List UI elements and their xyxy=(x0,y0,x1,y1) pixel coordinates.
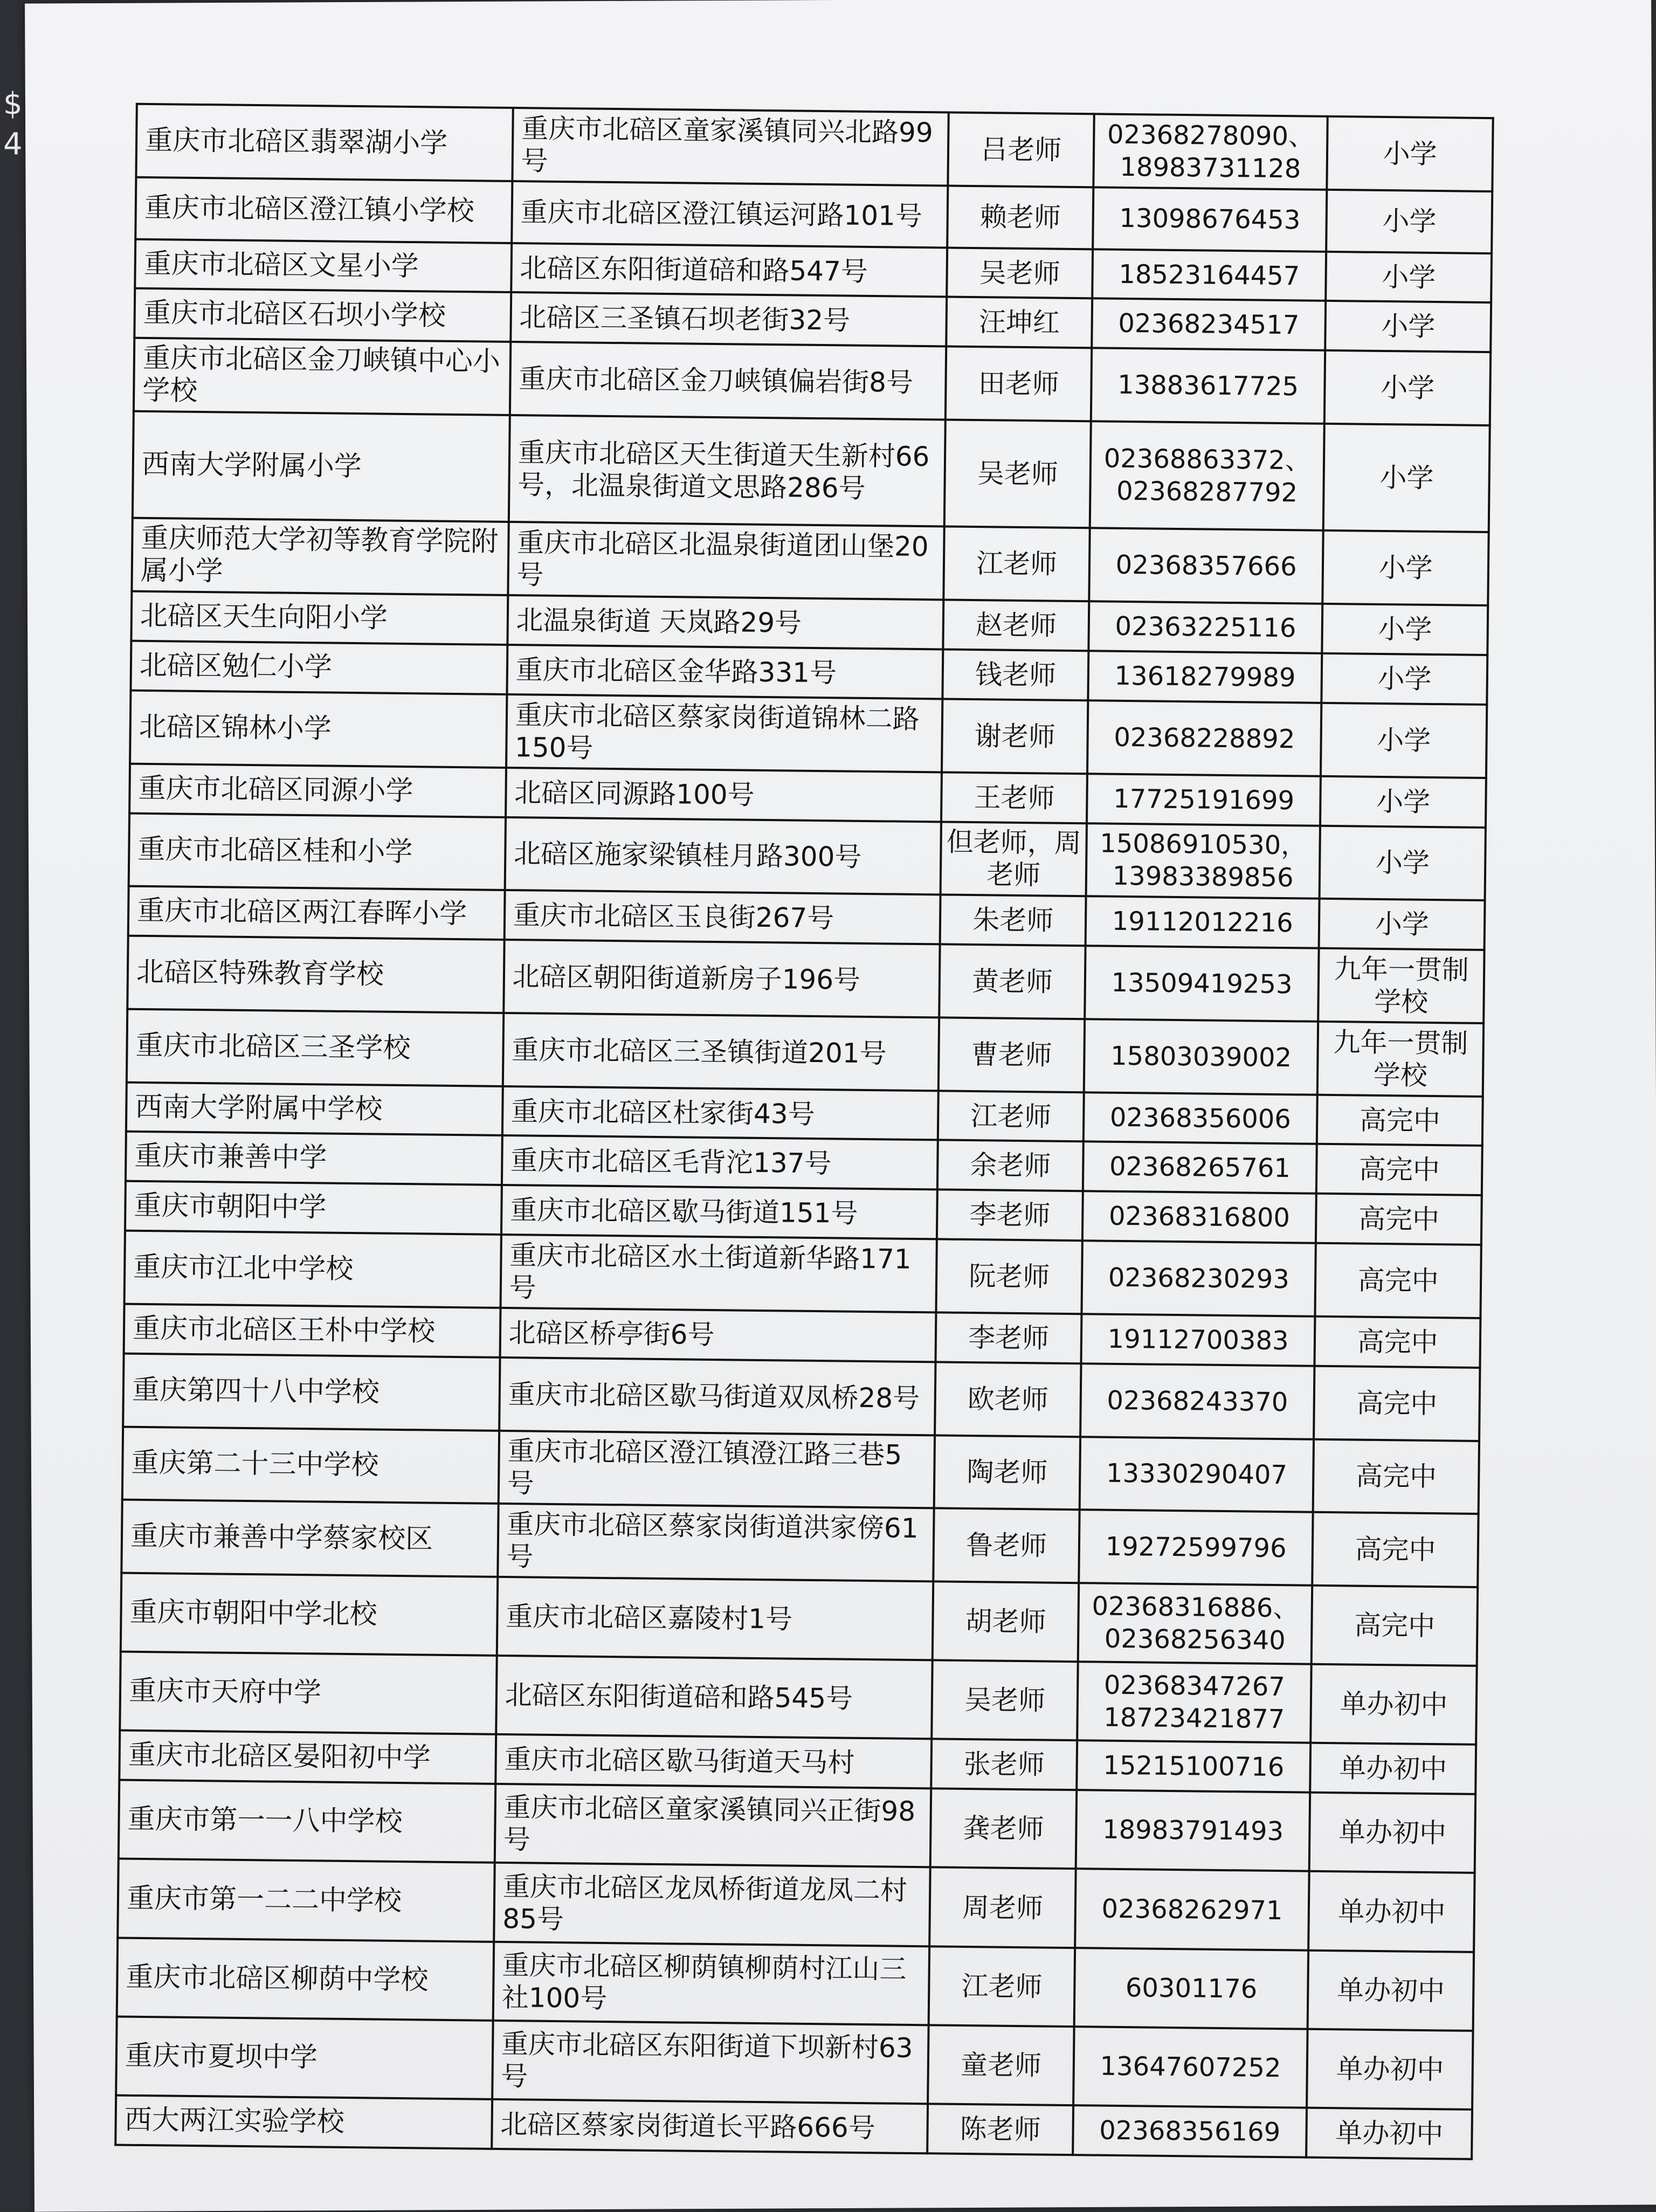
address-cell: 重庆市北碚区水土街道新华路171号 xyxy=(500,1235,937,1312)
table-row xyxy=(132,518,1488,605)
school-type-cell: 小学 xyxy=(1320,825,1486,900)
school-name-cell: 重庆师范大学初等教育学院附属小学 xyxy=(132,518,508,595)
table-row xyxy=(116,2016,1473,2110)
phone-number: 13330290407 xyxy=(1106,1458,1288,1491)
school-name-cell: 重庆市北碚区两江春晖小学 xyxy=(128,886,505,940)
phone-number: 18983791493 xyxy=(1102,1815,1284,1847)
table-row xyxy=(133,411,1490,533)
contact-cell: 谢老师 xyxy=(942,699,1088,774)
school-type-cell: 小学 xyxy=(1326,301,1492,352)
phone-number: 02368316886、 xyxy=(1092,1591,1299,1624)
phone-cell xyxy=(1086,897,1320,948)
phone-number: 02368228892 xyxy=(1114,722,1295,755)
phone-number: 18523164457 xyxy=(1119,259,1300,291)
school-name-cell: 西南大学附属小学 xyxy=(133,411,510,522)
school-type-cell: 小学 xyxy=(1323,530,1489,605)
contact-cell: 胡老师 xyxy=(933,1581,1079,1662)
phone-cell xyxy=(1084,1019,1319,1094)
table-row xyxy=(121,1573,1478,1666)
school-name-cell: 重庆市北碚区翡翠湖小学 xyxy=(136,104,513,181)
school-type-cell: 小学 xyxy=(1322,653,1488,705)
address-cell: 北碚区朝阳街道新房子196号 xyxy=(503,940,940,1017)
table-row xyxy=(117,1938,1474,2031)
school-type-cell: 小学 xyxy=(1322,604,1488,655)
school-type-cell: 单办初中 xyxy=(1309,1871,1475,1952)
address-cell: 重庆市北碚区童家溪镇同兴北路99号 xyxy=(512,108,949,185)
contact-cell: 王老师 xyxy=(941,772,1087,823)
contact-cell: 江老师 xyxy=(944,527,1090,602)
phone-number: 02368243370 xyxy=(1107,1385,1288,1417)
address-cell: 北碚区蔡家岗街道长平路666号 xyxy=(492,2099,928,2154)
school-type-cell: 单办初中 xyxy=(1306,2108,1472,2159)
school-type-cell: 单办初中 xyxy=(1311,1664,1477,1745)
table-row xyxy=(129,813,1486,900)
contact-cell: 周老师 xyxy=(930,1868,1076,1948)
phone-number: 17725191699 xyxy=(1113,783,1295,816)
table-row xyxy=(127,1009,1484,1097)
address-cell: 重庆市北碚区金华路331号 xyxy=(507,645,943,699)
school-name-cell: 重庆市兼善中学蔡家校区 xyxy=(121,1500,498,1577)
phone-cell xyxy=(1083,1142,1317,1194)
edge-glyph-top: $ xyxy=(3,86,23,121)
phone-number: 02368234517 xyxy=(1118,308,1300,341)
table-row xyxy=(122,1427,1479,1514)
table-row xyxy=(125,1231,1481,1318)
phone-number: 18983731128 xyxy=(1120,151,1301,184)
school-name-cell: 重庆市朝阳中学北校 xyxy=(121,1573,498,1656)
contact-cell: 余老师 xyxy=(937,1140,1084,1191)
address-cell: 北温泉街道 天岚路29号 xyxy=(507,595,944,649)
contact-cell: 张老师 xyxy=(932,1739,1078,1790)
contact-cell: 李老师 xyxy=(936,1312,1082,1363)
school-name-cell: 重庆市北碚区三圣学校 xyxy=(127,1009,503,1086)
phone-cell xyxy=(1073,2105,1307,2158)
school-name-cell: 西大两江实验学校 xyxy=(115,2095,492,2148)
phone-cell xyxy=(1087,700,1322,776)
phone-number: 13509419253 xyxy=(1111,967,1293,1000)
school-name-cell: 重庆市北碚区同源小学 xyxy=(129,763,506,817)
address-cell: 重庆市北碚区澄江镇澄江路三巷5号 xyxy=(498,1430,935,1508)
contact-cell: 吴老师 xyxy=(947,247,1093,299)
table-row xyxy=(136,104,1493,191)
phone-number: 13098676453 xyxy=(1119,203,1301,236)
phone-number: 02368347267 xyxy=(1103,1670,1286,1703)
phone-number: 18723421877 xyxy=(1103,1702,1285,1735)
address-cell: 重庆市北碚区东阳街道下坝新村63号 xyxy=(492,2021,929,2104)
school-type-cell: 高完中 xyxy=(1312,1586,1478,1666)
phone-cell xyxy=(1086,823,1321,899)
school-type-cell: 九年一贯制学校 xyxy=(1317,1022,1484,1097)
school-type-cell: 小学 xyxy=(1319,899,1485,950)
school-name-cell: 重庆第四十八中学校 xyxy=(123,1353,500,1430)
contact-cell: 江老师 xyxy=(929,1946,1075,2027)
school-name-cell: 重庆市北碚区柳荫中学校 xyxy=(117,1938,494,2020)
school-name-cell: 重庆市天府中学 xyxy=(120,1652,496,1734)
address-cell: 重庆市北碚区龙凤桥街道龙凤二村85号 xyxy=(494,1863,930,1946)
contact-cell: 汪坤红 xyxy=(947,297,1093,348)
school-name-cell: 重庆市朝阳中学 xyxy=(125,1181,502,1235)
phone-number: 13618279989 xyxy=(1114,660,1296,693)
school-type-cell: 单办初中 xyxy=(1307,2029,1473,2109)
phone-number: 13647607252 xyxy=(1100,2051,1281,2084)
school-type-cell: 小学 xyxy=(1320,776,1486,827)
address-cell: 北碚区东阳街道碚和路545号 xyxy=(496,1656,933,1739)
school-type-cell: 高完中 xyxy=(1316,1144,1482,1195)
school-type-cell: 高完中 xyxy=(1313,1512,1479,1587)
school-name-cell: 重庆市北碚区石坝小学校 xyxy=(134,288,511,342)
address-cell: 重庆市北碚区歇马街道151号 xyxy=(501,1185,938,1239)
address-cell: 重庆市北碚区北温泉街道团山堡20号 xyxy=(508,522,944,599)
phone-number: 19272599796 xyxy=(1105,1531,1287,1564)
address-cell: 重庆市北碚区毛背沱137号 xyxy=(502,1135,939,1189)
contact-cell: 江老师 xyxy=(938,1091,1084,1142)
address-cell: 重庆市北碚区童家溪镇同兴正街98号 xyxy=(494,1784,931,1868)
phone-cell xyxy=(1092,249,1326,301)
contact-cell: 吕老师 xyxy=(948,113,1094,188)
school-name-cell: 重庆市夏坝中学 xyxy=(116,2016,493,2099)
contact-cell: 陈老师 xyxy=(928,2104,1074,2155)
contact-cell: 曹老师 xyxy=(939,1017,1085,1092)
phone-number: 02368262971 xyxy=(1101,1893,1283,1926)
address-cell: 重庆市北碚区杜家街43号 xyxy=(502,1086,939,1140)
address-cell: 重庆市北碚区玉良街267号 xyxy=(504,890,941,944)
phone-cell xyxy=(1093,187,1327,251)
phone-number: 02363225116 xyxy=(1115,611,1296,644)
school-type-cell: 高完中 xyxy=(1313,1439,1479,1514)
phone-number: 02368278090、 xyxy=(1107,119,1315,152)
school-name-cell: 重庆市北碚区王朴中学校 xyxy=(124,1304,501,1357)
contact-cell: 赵老师 xyxy=(943,600,1089,651)
school-type-cell: 九年一贯制学校 xyxy=(1319,948,1485,1023)
phone-cell xyxy=(1090,421,1324,530)
paper-sheet xyxy=(25,0,1656,2212)
phone-cell xyxy=(1093,114,1328,189)
contact-cell: 童老师 xyxy=(928,2025,1074,2105)
school-type-cell: 高完中 xyxy=(1316,1194,1482,1245)
phone-number: 02368287792 xyxy=(1116,476,1298,508)
phone-number: 02368863372、 xyxy=(1103,443,1311,476)
phone-cell xyxy=(1074,1948,1309,2029)
table-row xyxy=(127,936,1484,1023)
table-row xyxy=(120,1652,1476,1745)
address-cell: 北碚区东阳街道碚和路547号 xyxy=(511,243,948,297)
phone-cell xyxy=(1089,528,1323,604)
school-type-cell: 单办初中 xyxy=(1309,1793,1475,1873)
school-name-cell: 西南大学附属中学校 xyxy=(126,1082,503,1135)
phone-number: 02368230293 xyxy=(1108,1262,1290,1295)
phone-cell xyxy=(1088,651,1322,702)
school-type-cell: 高完中 xyxy=(1314,1366,1480,1441)
phone-cell xyxy=(1077,1741,1310,1793)
address-cell: 重庆市北碚区蔡家岗街道洪家傍61号 xyxy=(498,1504,934,1581)
phone-cell xyxy=(1081,1241,1316,1316)
school-name-cell: 重庆市第一二二中学校 xyxy=(118,1859,494,1941)
school-type-cell: 高完中 xyxy=(1315,1243,1481,1318)
phone-cell xyxy=(1078,1583,1313,1664)
table-row xyxy=(130,691,1487,778)
contact-cell: 但老师，周老师 xyxy=(941,822,1087,897)
contact-cell: 陶老师 xyxy=(934,1435,1080,1510)
contact-cell: 吴老师 xyxy=(944,420,1091,528)
table-body xyxy=(115,104,1493,2159)
phone-number: 02368316800 xyxy=(1108,1201,1291,1234)
school-type-cell: 小学 xyxy=(1327,190,1493,253)
table-row xyxy=(121,1500,1478,1587)
phone-cell xyxy=(1092,299,1326,350)
school-contact-table xyxy=(114,103,1494,2160)
phone-cell xyxy=(1081,1314,1315,1366)
phone-cell xyxy=(1077,1662,1312,1743)
school-type-cell: 小学 xyxy=(1321,703,1487,778)
school-name-cell: 重庆第二十三中学校 xyxy=(122,1427,499,1504)
contact-cell: 李老师 xyxy=(937,1190,1083,1241)
school-type-cell: 单办初中 xyxy=(1308,1950,1474,2030)
phone-number: 60301176 xyxy=(1125,1972,1258,2004)
phone-number: 19112700383 xyxy=(1107,1324,1289,1356)
address-cell: 重庆市北碚区嘉陵村1号 xyxy=(496,1577,933,1660)
address-cell: 重庆市北碚区三圣镇街道201号 xyxy=(503,1013,940,1091)
phone-number: 02368256340 xyxy=(1104,1623,1286,1656)
address-cell: 北碚区同源路100号 xyxy=(506,768,942,822)
school-name-cell: 重庆市北碚区桂和小学 xyxy=(129,813,506,890)
school-name-cell: 重庆市江北中学校 xyxy=(125,1231,501,1308)
phone-cell xyxy=(1088,601,1322,653)
phone-cell xyxy=(1085,946,1319,1021)
phone-number: 13883617725 xyxy=(1117,369,1299,402)
phone-cell xyxy=(1087,774,1321,825)
table-row xyxy=(118,1859,1474,1952)
school-name-cell: 北碚区特殊教育学校 xyxy=(127,936,504,1013)
contact-cell: 田老师 xyxy=(946,347,1092,422)
phone-cell xyxy=(1080,1363,1315,1439)
school-type-cell: 高完中 xyxy=(1317,1094,1483,1146)
school-name-cell: 重庆市北碚区晏阳初中学 xyxy=(119,1731,496,1784)
school-name-cell: 重庆市北碚区文星小学 xyxy=(135,239,512,292)
school-type-cell: 小学 xyxy=(1327,116,1493,191)
address-cell: 重庆市北碚区歇马街道双凤桥28号 xyxy=(499,1357,936,1435)
address-cell: 北碚区施家梁镇桂月路300号 xyxy=(505,817,941,894)
phone-number: 15086910530， xyxy=(1100,828,1307,861)
contact-cell: 黄老师 xyxy=(940,945,1086,1019)
edge-glyph-bottom: 4 xyxy=(3,127,23,162)
phone-cell xyxy=(1076,1790,1310,1871)
address-cell: 重庆市北碚区金刀峡镇偏岩街8号 xyxy=(510,342,947,419)
table-row xyxy=(134,338,1491,425)
phone-number: 02368265761 xyxy=(1109,1152,1291,1184)
phone-cell xyxy=(1075,1869,1309,1951)
address-cell: 重庆市北碚区歇马街道天马村 xyxy=(495,1734,932,1788)
phone-number: 19112012216 xyxy=(1112,906,1293,939)
phone-cell xyxy=(1082,1191,1316,1243)
school-name-cell: 重庆市第一一八中学校 xyxy=(119,1780,495,1863)
contact-cell: 龚老师 xyxy=(930,1789,1077,1869)
contact-cell: 朱老师 xyxy=(940,895,1086,946)
address-cell: 重庆市北碚区蔡家岗街道锦林二路150号 xyxy=(506,694,943,772)
phone-cell xyxy=(1091,348,1326,424)
address-cell: 北碚区桥亭街6号 xyxy=(500,1308,936,1362)
contact-cell: 欧老师 xyxy=(935,1362,1081,1437)
phone-cell xyxy=(1079,1510,1313,1585)
phone-number: 13983389856 xyxy=(1112,861,1294,893)
contact-cell: 钱老师 xyxy=(943,649,1089,700)
contact-cell: 鲁老师 xyxy=(934,1508,1080,1583)
phone-cell xyxy=(1080,1437,1314,1512)
school-name-cell: 重庆市北碚区金刀峡镇中心小学校 xyxy=(134,338,510,415)
school-name-cell: 重庆市兼善中学 xyxy=(126,1132,502,1185)
phone-cell xyxy=(1084,1092,1317,1144)
school-type-cell: 小学 xyxy=(1324,350,1491,425)
school-type-cell: 小学 xyxy=(1326,251,1492,302)
contact-cell: 赖老师 xyxy=(948,185,1094,249)
phone-number: 02368356169 xyxy=(1099,2115,1281,2148)
phone-number: 02368356006 xyxy=(1109,1102,1292,1134)
school-type-cell: 高完中 xyxy=(1315,1317,1481,1368)
table-row xyxy=(119,1780,1475,1873)
phone-number: 15803039002 xyxy=(1110,1040,1292,1073)
school-type-cell: 单办初中 xyxy=(1310,1743,1476,1794)
school-name-cell: 北碚区勉仁小学 xyxy=(130,641,507,694)
school-type-cell: 小学 xyxy=(1323,424,1490,533)
phone-cell xyxy=(1073,2027,1308,2108)
address-cell: 重庆市北碚区柳荫镇柳荫村江山三社100号 xyxy=(493,1941,929,2025)
school-name-cell: 北碚区天生向阳小学 xyxy=(131,591,508,645)
school-name-cell: 重庆市北碚区澄江镇小学校 xyxy=(135,177,512,243)
address-cell: 北碚区三圣镇石坝老街32号 xyxy=(510,292,947,346)
table-row xyxy=(123,1353,1480,1441)
address-cell: 重庆市北碚区天生街道天生新村66号，北温泉街道文思路286号 xyxy=(508,415,946,527)
phone-number: 02368357666 xyxy=(1115,550,1297,582)
contact-cell: 吴老师 xyxy=(932,1660,1078,1741)
address-cell: 重庆市北碚区澄江镇运河路101号 xyxy=(512,181,948,247)
contact-cell: 阮老师 xyxy=(936,1239,1082,1314)
school-name-cell: 北碚区锦林小学 xyxy=(130,691,507,768)
phone-number: 15215100716 xyxy=(1103,1750,1285,1783)
